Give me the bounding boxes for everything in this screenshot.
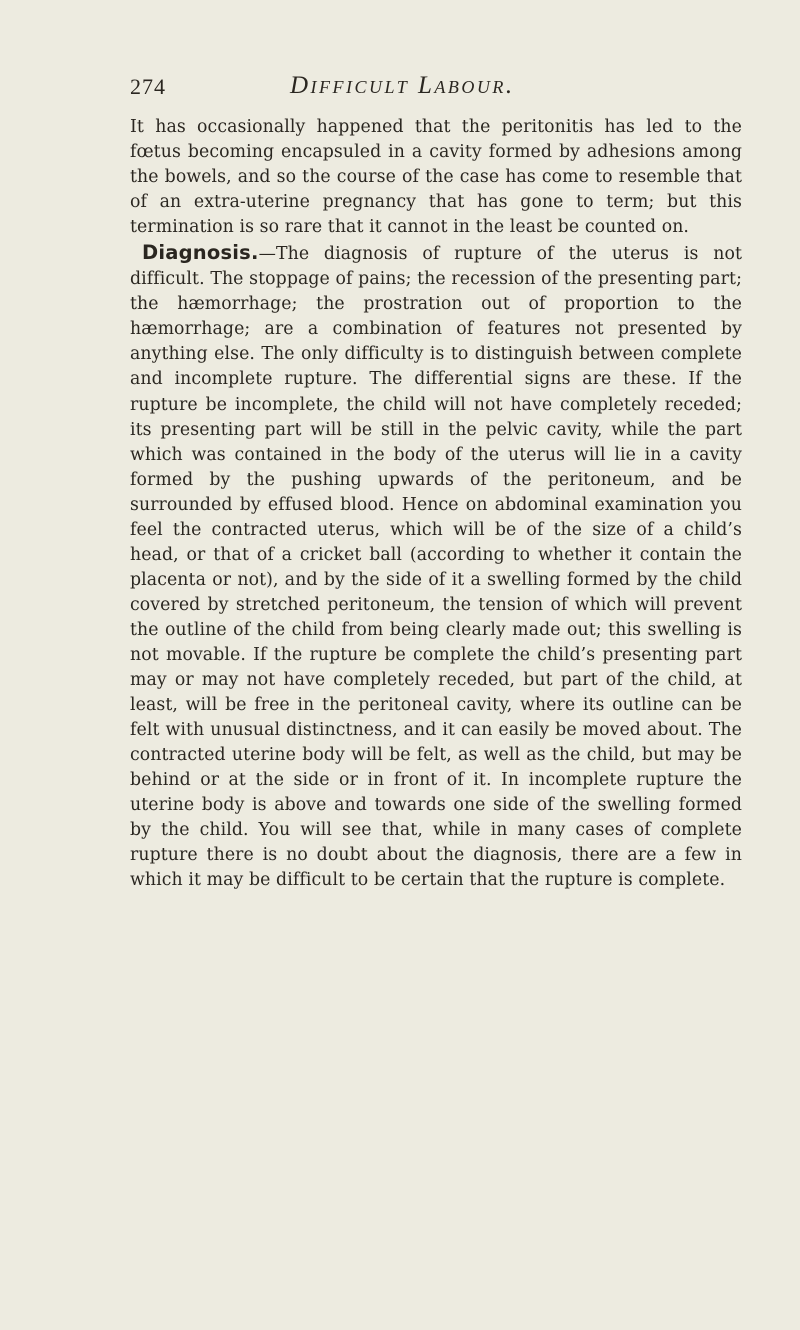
diagnosis-text: —The diagnosis of rupture of the uterus is not difficult. The stoppage of pains; the recession of the presenting part; the hæmorrhage; the prostration out of proportion to the hæmorrhage; are a combination of features not presented by anything else. The only difficulty is to distinguish between complete and incomplete rupture. The differential signs are these. If the rupture be incomplete, the child will not have completely receded; its presenting part will be still in the pelvic cavity, while the part which was contained in the body of the uterus will lie in a cavity formed by the pushing upwards of the peritoneum, and be surrounded by effused blood. Hence on abdominal examination you feel the contracted uterus, which will be of the size of a child’s head, or that of a cricket ball (according to whether it contain the placenta or not), and by the side of it a swelling formed by the child covered by stretched peritoneum, the tension of which will prevent the outline of the child from being clearly made out; this swelling is not movable. If the rupture be complete the child’s presenting part may or may not have completely receded, but part of the child, at least, will be free in the peritoneal cavity, where its outline can be felt with unusual distinctness, and it can easily be moved about. The contracted uterine body will be felt, as well as the child, but may be behind or at the side or in front of it. In incomplete rupture the uterine body is above and towards one side of the swelling formed by the child. You will see that, while in many cases of complete rupture there is no doubt about the diagnosis, there are a few in which it may be difficult to be certain that the rupture is complete. — [130, 244, 742, 891]
running-title: Difficult Labour. — [290, 72, 515, 99]
paragraph-diagnosis — [130, 240, 742, 893]
section-heading-diagnosis: Diagnosis. — [142, 241, 259, 265]
running-head — [130, 74, 730, 108]
paragraph-peritonitis: It has occasionally happened that the peritonitis has led to the fœtus becoming encapsuled in a cavity formed by adhesions among the bowels, and so the course of the case has come to resemble that of an extra-uterine pregnancy that has gone to term; but this termination is so rare that it cannot in the least be counted on. — [130, 117, 742, 238]
page-number: 274 — [130, 74, 166, 99]
body-text — [130, 115, 742, 893]
